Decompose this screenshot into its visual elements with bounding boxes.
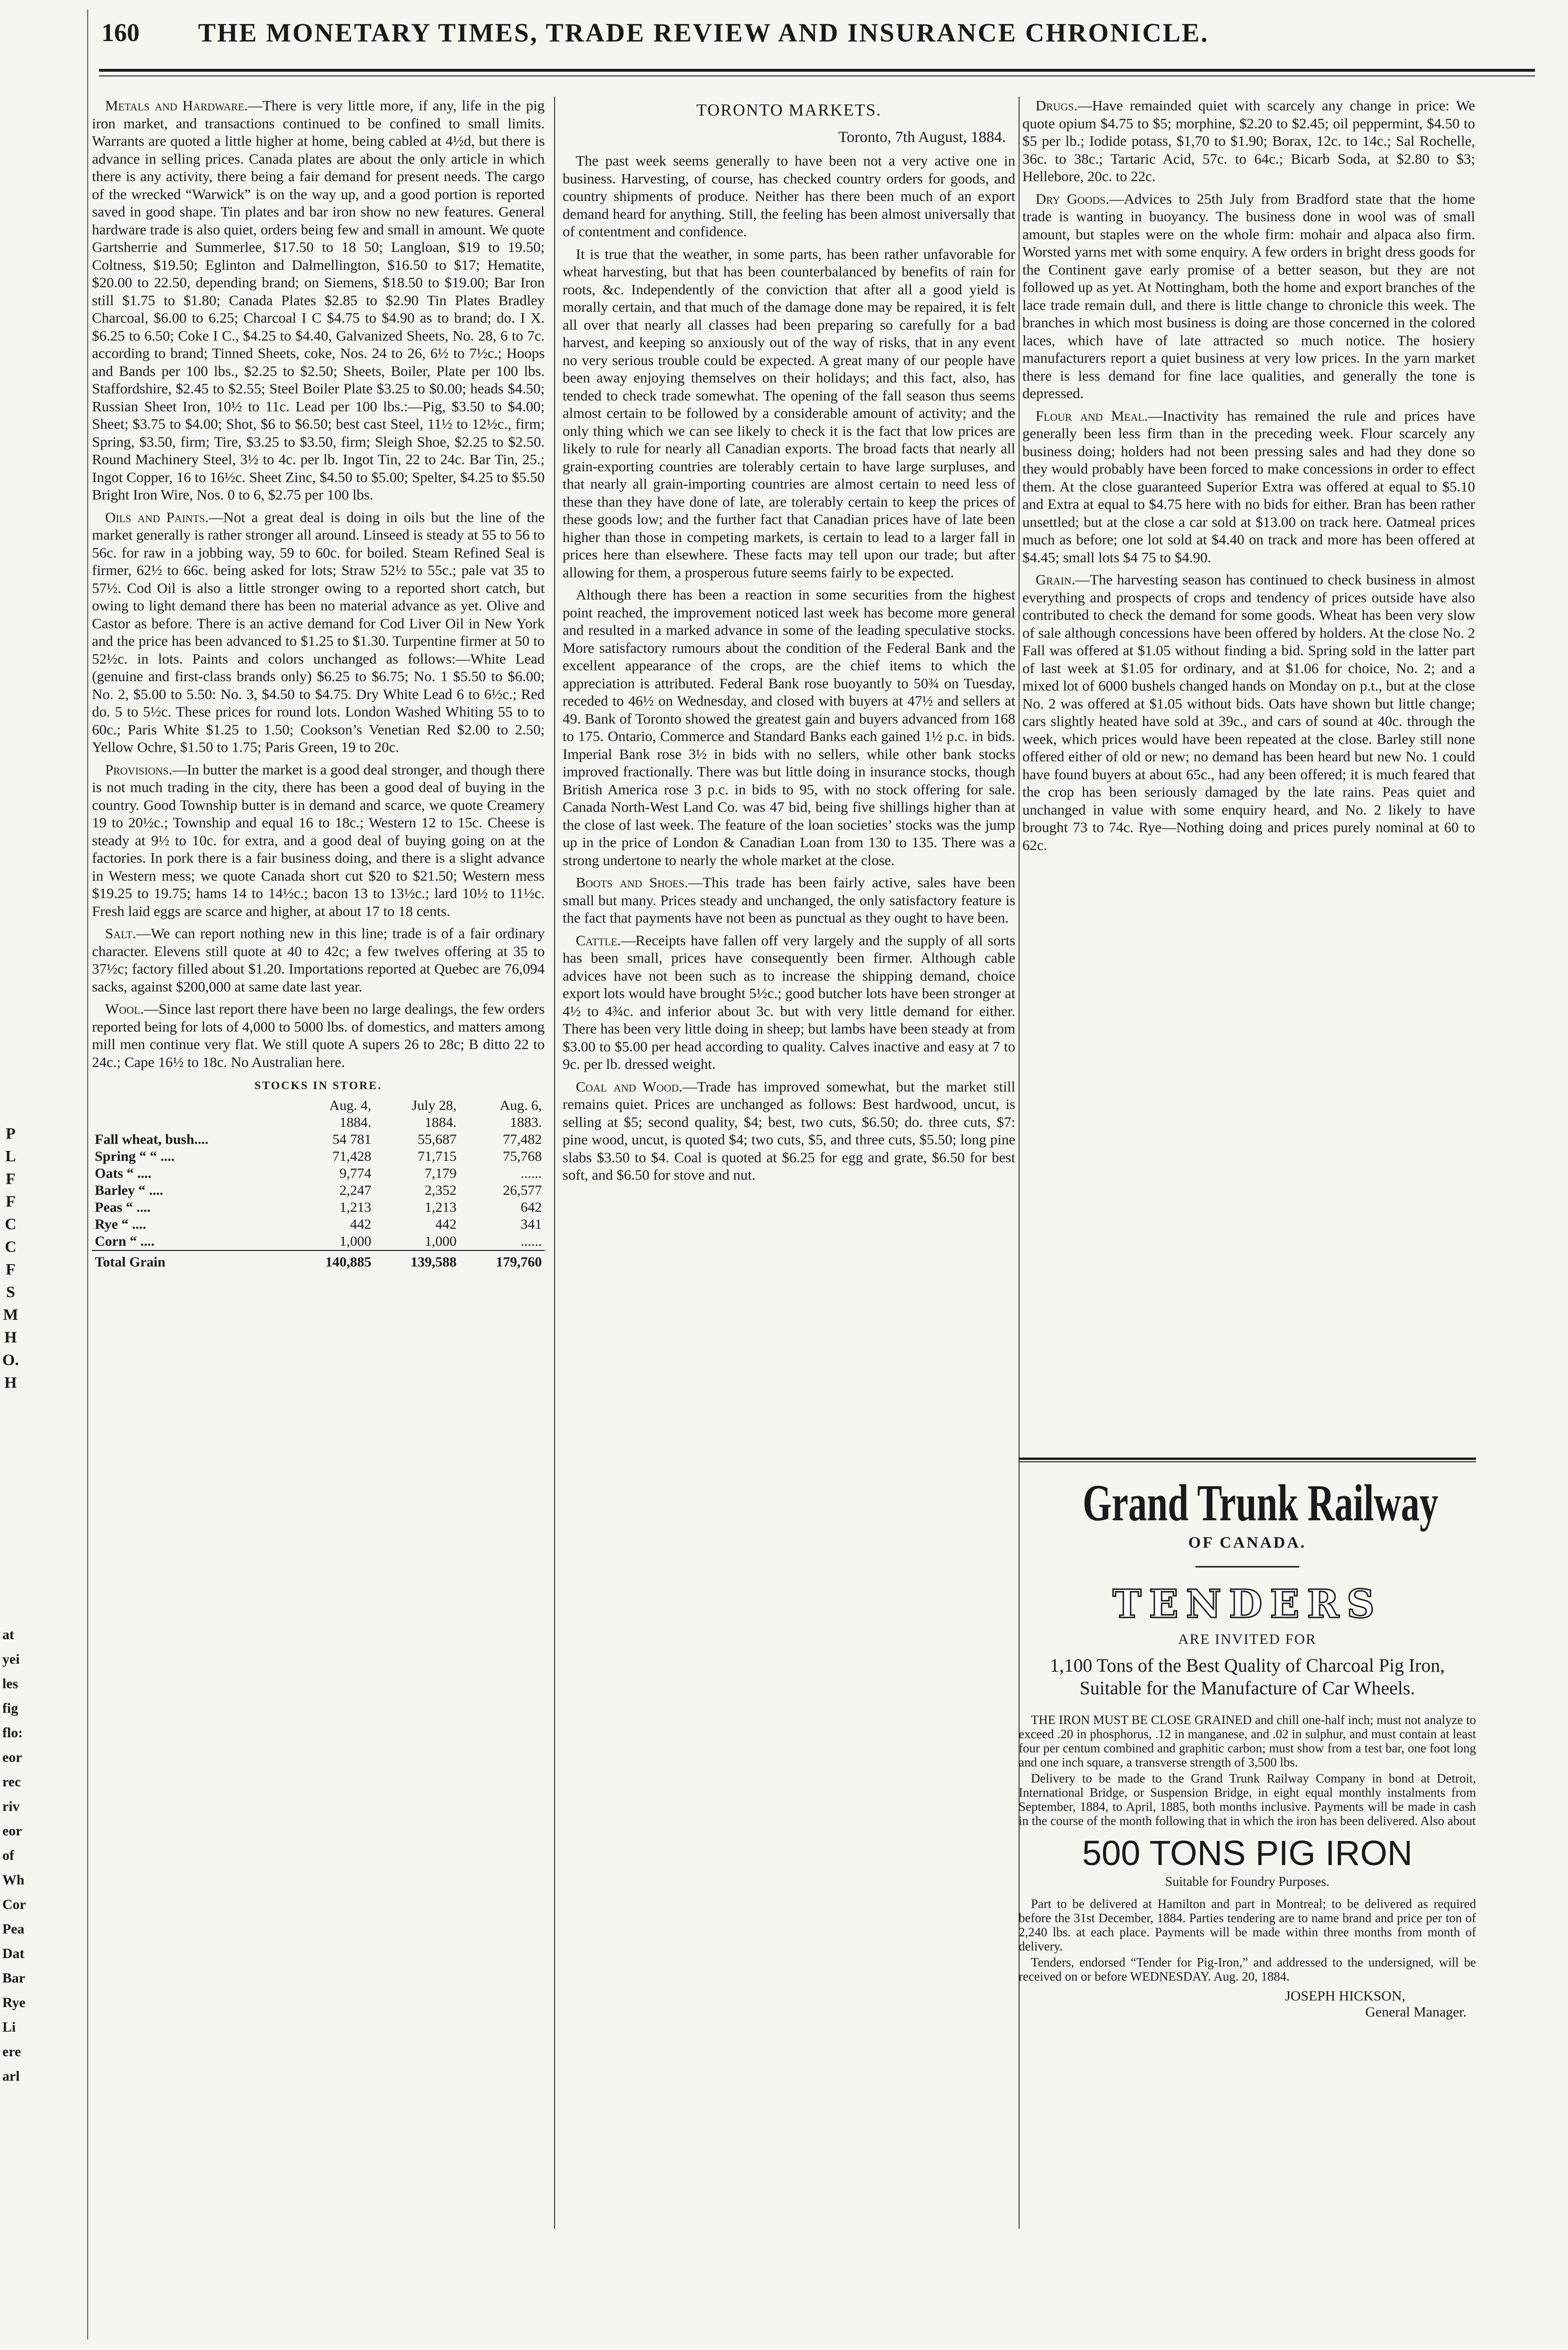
stocks-table-title: STOCKS IN STORE. [254,1080,382,1092]
stocks-cell: 642 [521,1199,542,1215]
stocks-cell: 7,179 [424,1165,457,1181]
stocks-cell: 77,482 [503,1131,542,1147]
paragraph: Although there has been a reaction in some securities from the highest point reached, the improvement noticed last week has become more general and resulted in a marked advance in some of the leading speculative stocks. More satisfactory rumours about the condition of the Federal Bank and the excellent appearance of the crops, are the chief items to which the appreciation is attributed. Federal Bank rose buoyantly to 50¾ on Tuesday, receded to 46½ on Wednesday, and closed with buyers at 47½ and sellers at 49. Bank of Toronto showed the greatest gain and buyers advanced from 168 to 175. Ontario, Commerce and Standard Banks each gained 1½ p.c. in bids. Imperial Bank rose 3½ in bids with no sellers, while other bank stocks improved fractionally. There was but little doing in insurance stocks, though British America rose 3 p.c. in bids to 95, with no stock offering for sale. Canada North-West Land Co. was 47 bid, being five shillings higher than at the close of last week. The feature of the loan societies’ stocks was the jump up in the price of London & Canadian Loan from 130 to 135. There was a strong undertone to nearly the whole market at the close. [563,586,1015,868]
section-text-oils: —Not a great deal is doing in oils but the line of the market generally is rather stronger all around. Linseed is steady at 55 to 56 to 56c. for raw in a jobbing way, 59 to 60c. for boiled. Steam Refined Seal is firmer, 62½ to 66c. being asked for lots; Straw 52½ to 55c.; pale vat 35 to 57½. Cod Oil is also a little stronger owing to a reported short catch, but owing to light demand there has been no material advance as yet. Olive and Castor as before. There is an active demand for Cod Liver Oil in New York and the price has been advanced to $1.25 to $1.30. Turpentine firmer at 50 to 52½c. in lots. Paints and colors unchanged as follows:—White Lead (genuine and first-class brands only) $6.25 to $6.75; No. 1 $5.50 to $6.00; No. 2, $5.00 to 5.50: No. 3, $4.50 to $4.75. Dry White Lead 6 to 6½c.; Red do. 5 to 5½c. These prices for round lots. London Washed Whiting 55 to to 60c.; Paris White $1.25 to 1.50; Cookson’s Venetian Red $2.00 to 2.50; Yellow Ochre, $1.50 to 1.75; Paris Green, 19 to 20c. [92,508,545,755]
stocks-row [92,1199,545,1216]
stocks-cell: 1,213 [424,1199,457,1215]
margin-letter: C [5,1238,17,1256]
stocks-cell: 442 [350,1216,372,1232]
dateline: Toronto, 7th August, 1884. [838,128,1006,146]
stocks-row [92,1148,545,1165]
page-number: 160 [101,18,140,47]
ad-rule-thin [1019,1461,1476,1462]
stocks-total-row [92,1250,545,1271]
stocks-col-header: Aug. 4, 1884. [329,1097,372,1130]
section-text-coal: —Trade has improved somewhat, but the market still remains quiet. Prices are unchanged as follows: Best hardwood, uncut, is selling at $5; second quality, $4; best, two cuts, $6.50; do. three cuts, $7: pine wood, uncut, is quoted $4; two cuts, $5, and three cuts, $5.50; long pine slabs $3.50 to $4. Coal is quoted at $6.25 for egg and grate, $6.50 for best soft, and $6.50 for stove and nut. [563,1078,1015,1183]
ad-divider [1195,1566,1299,1567]
stocks-cell: 71,428 [332,1148,372,1164]
column-1 [92,97,545,2248]
paragraph: It is true that the weather, in some parts, has been rather unfavorable for wheat harvesting, but that has been counterbalanced by benefits of rain for roots, &c. Independently of the conviction that after all a good yield is morally certain, and that much of the damage done may be repaired, it is felt all over that nearly all classes had been preparing so carefully for a bad harvest, and keeping so anxiously out of the way of risks, that in any event no very serious trouble could be expected. A great many of our people have been away enjoying themselves on their holidays; and this fact, also, has tended to check trade somewhat. The opening of the fall season thus seems almost certain to be followed by a considerable amount of activity; and the only thing which we can see likely to check it is the fact that low prices are likely to rule for nearly all Canadian exports. The broad facts that nearly all grain-exporting countries are tolerably certain to have large surpluses, and that nearly all grain-importing countries are almost certain to need less of these than they have done of late, are tolerably certain to keep the prices of these goods low; and the further fact that Canadian prices have of late been higher than those in competing markets, is certain to lead to a larger fall in prices here than elsewhere. These facts may tell upon our trade; but after allowing for them, a prosperous future seems fairly to be expected. [563,245,1015,581]
stocks-cell: ...... [521,1165,542,1181]
section-label-dry-goods: Dry Goods. [1036,190,1110,207]
section-label-flour: Flour and Meal. [1036,407,1148,424]
margin-fragment: arl [2,2068,20,2084]
section-text-grain: —The harvesting season has continued to check business in almost everything and prospects of crops and tendency of prices outside have also contributed to check the demand for some goods. Wheat has been very slow of sale although concessions have been offered by holders. At the close No. 2 Fall was offered at $1.05 without finding a bid. Spring sold in the latter part of last week at $1.05 for ordinary, and at $1.06 for choice, No. 2; and a mixed lot of 6000 bushels changed hands on Monday on p.t., but at the close No. 2 was offered at $1.05 without bids. Oats have shown but little change; cars slightly heated have sold at 39c., and cars of sound at 40c. through the week, which prices would have been repeated at the close. Barley still none offered either of old or new; no demand has been heard but new No. 1 could have found buyers at about 65c., had any been offered; it is much feared that the crop has been seriously damaged by the late rains. Peas quiet and unchanged in value with some enquiry heard, and No. 2 likely to have brought 73 to 74c. Rye—Nothing doing and prices purely nominal at 60 to 62c. [1022,571,1475,853]
margin-letter: O. [2,1351,19,1369]
ad-body [1019,1713,1476,1983]
left-margin-letters [0,1123,21,1394]
section-label-wool: Wool. [105,1000,144,1017]
stocks-header-row [92,1097,545,1131]
stocks-cell: 71,715 [417,1148,457,1164]
stocks-col-header: July 28, 1884. [412,1097,457,1130]
margin-fragment: Bar [2,1970,25,1986]
margin-fragment: riv [2,1799,20,1814]
section-label-oils: Oils and Paints. [105,508,209,525]
stocks-row-label: Total Grain [92,1250,289,1271]
margin-letter: H [4,1329,17,1346]
header-rule [99,69,1535,72]
ad-paragraph: Part to be delivered at Hamilton and part in Montreal; to be delivered as required before the 31st December, 1884. Parties tendering are to name brand and price per ton of 2,240 lbs. at each place. Payments will be made within three months from month of delivery. [1019,1897,1476,1953]
margin-fragment: Wh [2,1872,25,1888]
margin-letter: M [3,1306,18,1324]
header-rule-thin [99,75,1535,76]
stocks-row-label: Fall wheat, bush.... [95,1131,208,1147]
margin-fragment: of [2,1848,14,1863]
stocks-cell: 2,247 [339,1182,372,1198]
ad-pig-iron-heading: 500 TONS PIG IRON [1082,1833,1413,1873]
stocks-row [92,1182,545,1199]
stocks-cell: 341 [521,1216,542,1232]
margin-letter: S [6,1283,15,1301]
margin-fragment: ere [2,2044,21,2059]
stocks-row [92,1165,545,1182]
ad-paragraph: THE IRON MUST BE CLOSE GRAINED and chill one-half inch; must not analyze to exceed .20 in phosphorus, .12 in manganese, and .02 in sulphur, and must contain at least four per centum combined and graphitic carbon; must show from a test bar, one foot long and one inch square, a transverse strength of 3,500 lbs. [1019,1713,1476,1769]
stocks-cell: 1,000 [339,1233,372,1249]
ad-pig-iron-subheading: Suitable for Foundry Purposes. [1165,1875,1330,1889]
margin-letter: P [6,1125,16,1142]
page-left-edge-line [87,9,88,2340]
toronto-markets-heading: TORONTO MARKETS. [696,100,882,119]
stocks-cell: ...... [521,1233,542,1249]
section-text-metals: —There is very little more, if any, life in the pig iron market, and transactions continued to be confined to small limits. Warrants are quoted a little higher at home, being cabled at 4½d, but there is advance in selling prices. Canada plates are about the only article in which there is any activity, there being a fair demand for present needs. The cargo of the wrecked “Warwick” is on the way up, and a good portion is reported saved in good shape. Tin plates and bar iron show no new features. General hardware trade is also quiet, orders being few and small in amount. We quote Gartsherrie and Summerlee, $17.50 to 18 50; Langloan, $19 to 19.50; Coltness, $19.50; Eglinton and Dalmellington, $16.50 to $17; Hematite, $20.00 to 22.50, depending brand; on Siemens, $18.50 to $19.00; Bar Iron still $1.75 to $1.80; Canada Plates $2.85 to $2.90 Tin Plates Bradley Charcoal, $6.00 to 6.25; Charcoal I C $4.75 to $4.90 as to brand; do. I X. $6.25 to 6.50; Coke I C., $4.25 to $4.40, Galvanized Sheets, No. 28, 6 to 7c. according to brand; Tinned Sheets, coke, Nos. 24 to 26, 6½ to 7½c.; Hoops and Bands per 100 lbs., $2.25 to $2.50; Sheets, Boiler, Plate per 100 lbs. Staffordshire, $2.45 to $2.55; Steel Boiler Plate $3.25 to $0.00; heads $4.50; Russian Sheet Iron, 10½ to 11c. Lead per 100 lbs.:—Pig, $3.50 to $4.00; Sheet; $3.75 to $4.00; Shot, $6 to $6.50; best cast Steel, 11½ to 12½c., firm; Spring, $3.50, firm; Tire, $3.25 to $3.50, firm; Sleigh Shoe, $2.25 to $2.50. Round Machinery Steel, 3½ to 4c. per lb. Ingot Tin, 22 to 24c. Bar Tin, 25.; Ingot Copper, 16 to 16½c. Sheet Zinc, $4.50 to $5.00; Spelter, $4.25 to $5.50 Bright Iron Wire, Nos. 0 to 6, $2.75 per 100 lbs. [92,97,545,503]
stocks-cell: 26,577 [503,1182,542,1198]
margin-fragment: flo: [2,1725,23,1741]
column-3 [1022,97,1475,1446]
margin-fragment: yei [2,1651,20,1667]
section-text-boots: —This trade has been fairly active, sales have been small but many. Prices steady and unchanged, the only satisfactory feature is the fact that payments have not been as punctual as they ought to have been. [563,874,1015,926]
margin-fragment: Pea [2,1921,25,1937]
stocks-cell: 140,885 [289,1250,374,1271]
section-label-metals: Metals and Hardware. [105,97,248,114]
stocks-row [92,1233,545,1250]
stocks-cell: 9,774 [339,1165,372,1181]
margin-fragment: at [2,1627,14,1642]
section-label-salt: Salt. [105,925,136,942]
section-label-coal: Coal and Wood. [576,1078,683,1095]
stocks-cell: 75,768 [503,1148,542,1164]
grand-trunk-advertisement [1019,1458,1476,2269]
section-label-drugs: Drugs. [1036,97,1078,114]
margin-fragment: eor [2,1823,22,1839]
margin-fragment: les [2,1676,18,1692]
stocks-cell: 1,000 [424,1233,457,1249]
margin-letter: H [4,1374,17,1392]
stocks-cell: 1,213 [339,1199,372,1215]
section-text-wool: —Since last report there have been no large dealings, the few orders reported being for lots of 4,000 to 5000 lbs. of domestics, and matters among mill men continue very flat. We still quote A supers 26 to 28c; B ditto 22 to 24c.; Cape 16½ to 18c. No Australian here. [92,1000,545,1070]
stocks-col-header: Aug. 6, 1883. [499,1097,542,1130]
section-label-boots: Boots and Shoes. [576,874,689,891]
margin-fragment: Dat [2,1946,25,1961]
margin-fragment: eor [2,1750,22,1765]
section-text-provisions: —In butter the market is a good deal stronger, and though there is not much trading in the city, there has been a good deal of buying in the country. Good Township butter is in demand and scarce, we quote Creamery 19 to 20½c.; Township and equal 16 to 18c.; Western 12 to 15c. Cheese is steady at 9½ to 10c. for extra, and a good deal of buying going on at the factories. In pork there is a fair business doing, and there is a slight advance in Western mess; we quote Canada short cut $20 to $21.50; Western mess $19.25 to 19.75; hams 14 to 14½c.; bacon 13 to 13½c.; lard 10½ to 11½c. Fresh laid eggs are scarce and higher, at about 17 to 18 cents. [92,761,545,919]
margin-fragment: Li [2,2019,16,2035]
ad-paragraph: Delivery to be made to the Grand Trunk Railway Company in bond at Detroit, International Bridge, or Suspension Bridge, in eight equal monthly instalments from September, 1884, to April, 1885, both months inclusive. Payments will be made in cash in the course of the month following that in which the iron has been delivered. Also about [1019,1771,1476,1828]
margin-fragment: fig [2,1700,18,1716]
stocks-cell: 179,760 [459,1250,545,1271]
stocks-row [92,1216,545,1233]
stocks-row-label: Barley “ .... [95,1182,163,1198]
stocks-cell: 139,588 [374,1250,459,1271]
column-divider [554,97,555,2229]
stocks-table [92,1097,545,1271]
stocks-cell: 54 781 [332,1131,372,1147]
margin-fragment: Rye [2,1995,25,2010]
paragraph: The past week seems generally to have been not a very active one in business. Harvesting, of course, has checked country orders for goods, and country shipments of produce. Neither has there been much of an export demand heard for anything. Still, the feeling has been almost universally that of contentment and confidence. [563,152,1015,240]
stocks-row-label: Rye “ .... [95,1216,146,1232]
left-margin-fragments [2,1623,40,2089]
stocks-cell: 2,352 [424,1182,457,1198]
ad-subtitle: OF CANADA. [1188,1534,1307,1551]
stocks-row-label: Peas “ .... [95,1199,151,1215]
margin-letter: F [6,1193,16,1210]
section-label-provisions: Provisions. [105,761,173,778]
stocks-row [92,1131,545,1148]
stocks-cell: 442 [435,1216,457,1232]
ad-title: Grand Trunk Railway [1082,1474,1438,1532]
ad-signature-title: General Manager. [1365,2004,1467,2020]
section-text-cattle: —Receipts have fallen off very largely and the supply of all sorts has been small, prices have consequently been firmer. Although cable advices have not been such as to increase the shipping demand, choice export lots would have brought 5½c.; good butcher lots have been stronger at 4½ to 4¾c. and inferior about 3c. but with very little demand for either. There has been very little doing in sheep; but lambs have been steady at from $3.00 to $5.00 per head according to quality. Calves inactive and easy at 7 to 9c. per lb. dressed weight. [563,932,1015,1072]
margin-letter: L [5,1148,16,1165]
stocks-row-label: Oats “ .... [95,1165,151,1181]
ad-paragraph: Tenders, endorsed “Tender for Pig-Iron,” and addressed to the undersigned, will be received on or before WEDNESDAY. Aug. 20, 1884. [1019,1955,1476,1983]
margin-letter: F [6,1261,16,1278]
section-text-dry-goods: —Advices to 25th July from Bradford state that the home trade is wanting in buoyancy. The business done in wool was of small amount, but staples were on the whole firm: mohair and alpaca also firm. Worsted yarns met with some enquiry. A few orders in bright dress goods for the Continent gave early promise of a better season, but they are not followed up as yet. At Nottingham, both the home and export branches of the lace trade remain dull, and there is little change to chronicle this week. The branches in which most business is doing are those concerned in the colored laces, which have of late attracted so much notice. The hosiery manufacturers report a quiet business at very low prices. In the yarn market there is less demand for fine lace qualities, and generally the tone is depressed. [1022,190,1475,401]
stocks-row-label: Spring “ “ .... [95,1148,175,1164]
section-text-drugs: —Have remainded quiet with scarcely any change in price: We quote opium $4.75 to $5; morphine, $2.20 to $2.45; oil peppermint, $4.50 to $5 per lb.; Iodide potass, $1,70 to $1.90; Borax, 12c. to 14c.; Sal Rochelle, 36c. to 38c.; Tartaric Acid, 57c. to 64c.; Bicarb Soda, at $2.80 to $3; Hellebore, 20c. to 22c. [1022,97,1475,184]
margin-fragment: rec [2,1774,21,1790]
section-label-cattle: Cattle. [576,932,621,949]
margin-letter: C [5,1216,17,1233]
margin-fragment: Cor [2,1897,26,1912]
ad-signature: JOSEPH HICKSON, [1285,1988,1405,2004]
stocks-cell: 55,687 [417,1131,457,1147]
masthead-title: THE MONETARY TIMES, TRADE REVIEW AND INSURANCE CHRONICLE. [198,18,1209,48]
ad-invited-line: ARE INVITED FOR [1178,1631,1317,1647]
section-text-salt: —We can report nothing new in this line; trade is of a fair ordinary character. Elevens still quote at 40 to 42c; a few twelves offering at 35 to 37½c; factory filled about $1.20. Importations reported at Quebec are 76,094 sacks, against $200,000 at same date last year. [92,925,545,995]
ad-lead-text: 1,100 Tons of the Best Quality of Charcoal Pig Iron, Suitable for the Manufacture of Car Wheels. [1050,1655,1445,1699]
ad-tenders-heading: TENDERS [1112,1582,1382,1627]
section-label-grain: Grain. [1036,571,1075,588]
section-text-flour: —Inactivity has remained the rule and prices have generally been less firm than in the preceding week. Flour scarcely any business doing; holders had not been pressing sales and had they done so they would probably have been forced to make concessions in order to effect them. At the close guaranteed Superior Extra was offered at equal to $5.10 and Extra at equal to $4.75 here with no bids for either. Bran has been rather unsettled; but at the close a car sold at $13.00 on track here. Oatmeal prices much as before; one lot sold at $4.40 on track and more has been offered at $4.45; small lots $4 75 to $4.90. [1022,407,1475,566]
ad-rule [1019,1458,1476,1460]
stocks-row-label: Corn “ .... [95,1233,155,1249]
column-2 [563,97,1015,2248]
margin-letter: F [6,1170,16,1188]
